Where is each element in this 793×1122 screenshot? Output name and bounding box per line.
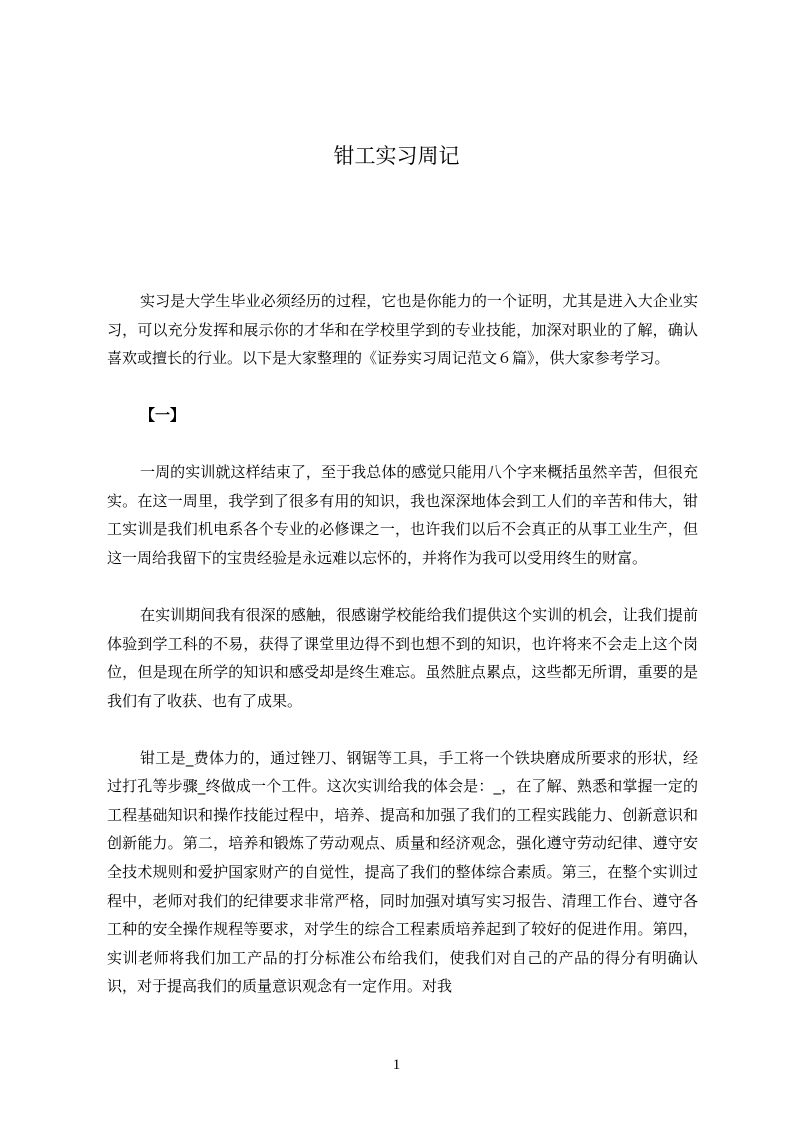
- body-paragraph-3: 钳工是_费体力的，通过锉刀、钢锯等工具，手工将一个铁块磨成所要求的形状，经过打孔等步骤_终做成一个工件。这次实训给我的体会是：_，在了解、熟悉和掌握一定的工程基础知识和操作技能过程中，培养、提高和加强了我们的工程实践能力、创新意识和创新能力。第二，培养和锻炼了劳动观点、质量和经济观念，强化遵守劳动纪律、遵守安全技术规则和爱护国家财产的自觉性，提高了我们的整体综合素质。第三，在整个实训过程中，老师对我们的纪律要求非常严格，同时加强对填写实习报告、清理工作台、遵守各工种的安全操作规程等要求，对学生的综合工程素质培养起到了较好的促进作用。第四，实训老师将我们加工产品的打分标准公布给我们，使我们对自己的产品的得分有明确认识，对于提高我们的质量意识观念有一定作用。对我: [107, 748, 698, 996]
- document-body: [107, 287, 698, 1029]
- intro-paragraph: 实习是大学生毕业必须经历的过程，它也是你能力的一个证明，尤其是进入大企业实习，可以充分发挥和展示你的才华和在学校里学到的专业技能，加深对职业的了解，确认喜欢或擅长的行业。以下是大家整理的《证券实习周记范文６篇》，供大家参考学习。: [107, 292, 698, 368]
- section-heading: 【一】: [140, 406, 186, 425]
- document-title: 钳工实习周记: [333, 144, 460, 168]
- body-paragraph-1: 一周的实训就这样结束了，至于我总体的感觉只能用八个字来概括虽然辛苦，但很充实。在这一周里，我学到了很多有用的知识，我也深深地体会到工人们的辛苦和伟大，钳工实训是我们机电系各个专业的必修课之一，也许我们以后不会真正的从事工业生产，但这一周给我留下的宝贵经验是永远难以忘怀的，并将作为我可以受用终生的财富。: [107, 463, 698, 567]
- page-number: 1: [392, 1057, 401, 1073]
- body-paragraph-2: 在实训期间我有很深的感触，很感谢学校能给我们提供这个实训的机会，让我们提前体验到学工科的不易，获得了课堂里边得不到也想不到的知识，也许将来不会走上这个岗位，但是现在所学的知识和感受却是终生难忘。虽然脏点累点，这些都无所谓，重要的是我们有了收获、也有了成果。: [107, 605, 698, 710]
